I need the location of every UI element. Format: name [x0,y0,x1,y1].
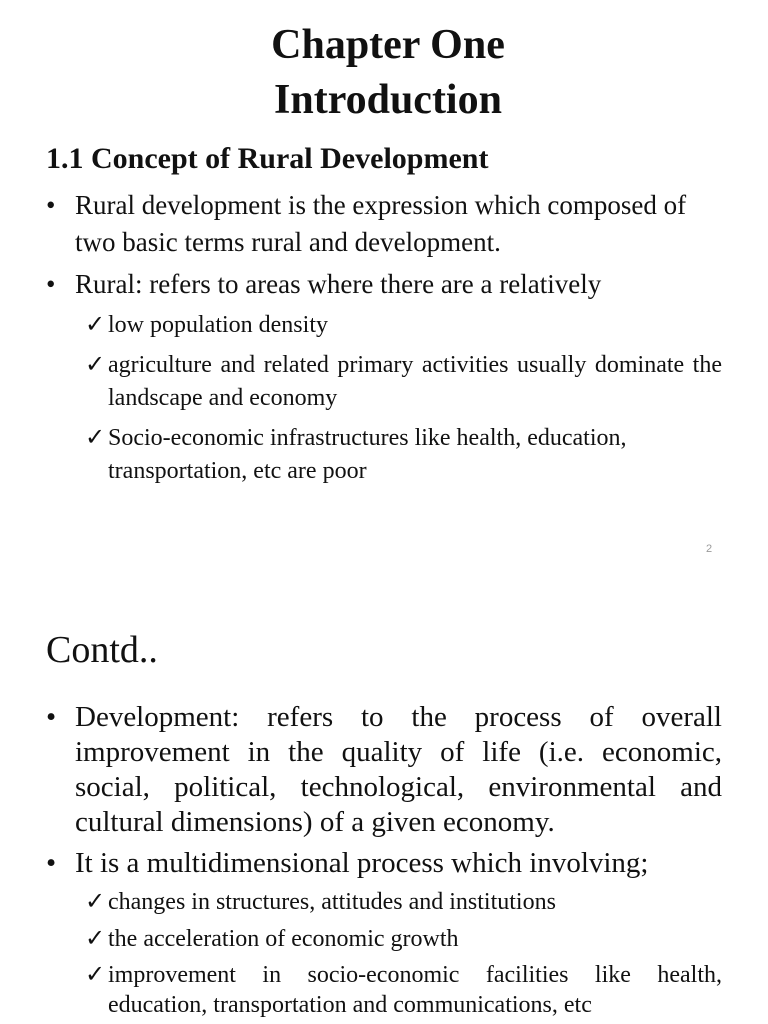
check-text: low population density [108,312,328,338]
list-item [46,846,722,881]
list-item [46,187,722,261]
chapter-title: Chapter One [271,22,505,68]
check-text: agriculture and related primary activities usually dominate the landscape and economy [108,352,722,411]
checkmark-icon: ✓ [85,962,106,988]
checkmark-icon: ✓ [85,425,106,451]
checkmark-icon: ✓ [85,312,106,338]
checkmark-icon: ✓ [85,889,106,915]
check-item [85,960,722,1020]
page-number: 2 [706,543,713,555]
bullet-icon: • [46,269,56,299]
slide-title: Contd.. [46,629,158,671]
check-item [85,886,722,919]
bullet-text: Rural development is the expression which composed of two basic terms rural and development. [75,190,687,257]
bullet-text: It is a multidimensional process which involving; [75,847,649,879]
check-item [85,309,722,342]
check-text: the acceleration of economic growth [108,926,459,952]
check-text: Socio-economic infrastructures like health, education, transportation, etc are poor [108,425,627,484]
check-item [85,422,722,488]
term-development: Development: [75,701,240,733]
term-definition: refers to the process of overall improvement in the quality of life (i.e. economic, social, political, technological, environmental and cultural dimensions) of a given economy. [75,701,722,838]
checkmark-icon: ✓ [85,352,106,378]
bullet-text [75,266,722,303]
bullet-icon: • [46,847,57,879]
check-item [85,923,722,956]
check-text: improvement in socio-economic facilities like health, education, transportation and communications, etc [108,962,722,1018]
list-item [46,700,722,840]
term-definition: refers to areas where there are a relatively [142,269,602,299]
term-rural: Rural: [75,269,143,299]
list-item [46,266,722,303]
check-item [85,349,722,415]
bullet-text [75,700,722,840]
bullet-icon: • [46,701,57,733]
chapter-subtitle: Introduction [274,77,502,123]
section-heading: 1.1 Concept of Rural Development [46,142,489,175]
bullet-icon: • [46,190,56,220]
check-text: changes in structures, attitudes and institutions [108,889,556,915]
checkmark-icon: ✓ [85,926,106,952]
slide-contd [0,570,768,1024]
